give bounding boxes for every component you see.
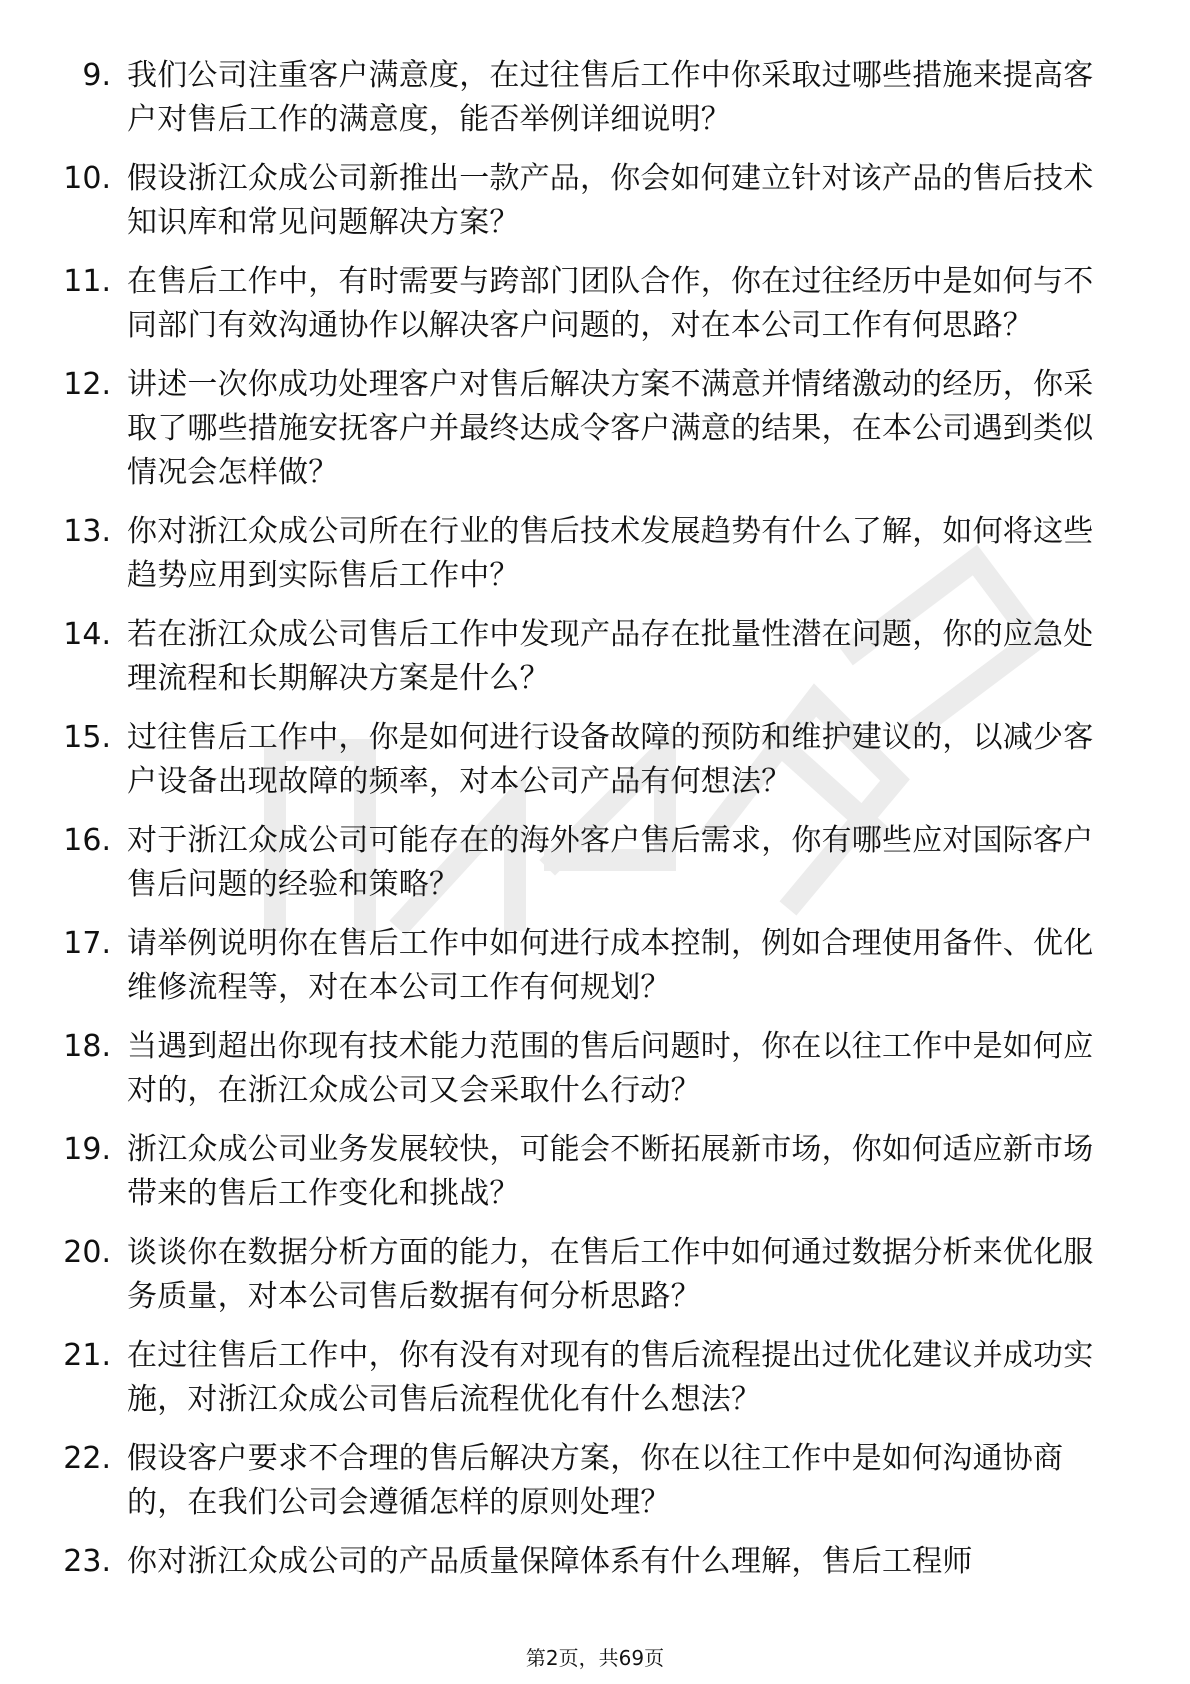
question-item: [55, 1334, 1115, 1422]
question-number: 15.: [63, 720, 111, 755]
question-number: 16.: [63, 823, 111, 858]
question-text: 在售后工作中，有时需要与跨部门团队合作，你在过往经历中是如何与不同部门有效沟通协作以解决客户问题的，对在本公司工作有何思路？: [127, 264, 1094, 343]
question-text: 假设客户要求不合理的售后解决方案，你在以往工作中是如何沟通协商的，在我们公司会遵循怎样的原则处理？: [127, 1441, 1064, 1520]
question-item: [55, 1437, 1115, 1525]
question-number: 22.: [63, 1441, 111, 1476]
question-list: [55, 54, 1115, 1599]
question-number: 11.: [63, 264, 111, 299]
question-text: 讲述一次你成功处理客户对售后解决方案不满意并情绪激动的经历，你采取了哪些措施安抚客户并最终达成令客户满意的结果，在本公司遇到类似情况会怎样做？: [127, 367, 1094, 490]
question-item: [55, 1231, 1115, 1319]
question-text: 请举例说明你在售后工作中如何进行成本控制，例如合理使用备件、优化维修流程等，对在本公司工作有何规划？: [127, 926, 1094, 1005]
question-number: 17.: [63, 926, 111, 961]
question-text: 在过往售后工作中，你有没有对现有的售后流程提出过优化建议并成功实施，对浙江众成公司售后流程优化有什么想法？: [127, 1338, 1094, 1417]
question-item: [55, 1540, 1115, 1584]
question-item: [55, 819, 1115, 907]
question-text: 若在浙江众成公司售后工作中发现产品存在批量性潜在问题，你的应急处理流程和长期解决方案是什么？: [127, 617, 1094, 696]
question-number: 12.: [63, 367, 111, 402]
question-number: 10.: [63, 161, 111, 196]
question-text: 你对浙江众成公司的产品质量保障体系有什么理解，售后工程师: [127, 1544, 973, 1579]
question-item: [55, 1128, 1115, 1216]
question-text: 我们公司注重客户满意度，在过往售后工作中你采取过哪些措施来提高客户对售后工作的满意度，能否举例详细说明？: [127, 58, 1094, 137]
question-text: 对于浙江众成公司可能存在的海外客户售后需求，你有哪些应对国际客户售后问题的经验和策略？: [127, 823, 1094, 902]
question-number: 13.: [63, 514, 111, 549]
question-number: 9.: [82, 58, 111, 93]
question-number: 23.: [63, 1544, 111, 1579]
question-item: [55, 716, 1115, 804]
question-number: 19.: [63, 1132, 111, 1167]
question-item: [55, 260, 1115, 348]
question-number: 21.: [63, 1338, 111, 1373]
question-text: 假设浙江众成公司新推出一款产品，你会如何建立针对该产品的售后技术知识库和常见问题解决方案？: [127, 161, 1094, 240]
question-text: 谈谈你在数据分析方面的能力，在售后工作中如何通过数据分析来优化服务质量，对本公司售后数据有何分析思路？: [127, 1235, 1094, 1314]
question-number: 20.: [63, 1235, 111, 1270]
question-number: 18.: [63, 1029, 111, 1064]
question-item: [55, 363, 1115, 495]
question-number: 14.: [63, 617, 111, 652]
question-text: 当遇到超出你现有技术能力范围的售后问题时，你在以往工作中是如何应对的，在浙江众成公司又会采取什么行动？: [127, 1029, 1094, 1108]
question-text: 浙江众成公司业务发展较快，可能会不断拓展新市场，你如何适应新市场带来的售后工作变化和挑战？: [127, 1132, 1094, 1211]
question-item: [55, 1025, 1115, 1113]
question-item: [55, 922, 1115, 1010]
question-text: 你对浙江众成公司所在行业的售后技术发展趋势有什么了解，如何将这些趋势应用到实际售后工作中？: [127, 514, 1094, 593]
question-item: [55, 613, 1115, 701]
question-text: 过往售后工作中，你是如何进行设备故障的预防和维护建议的，以减少客户设备出现故障的频率，对本公司产品有何想法？: [127, 720, 1094, 799]
question-item: [55, 157, 1115, 245]
question-item: [55, 54, 1115, 142]
question-item: [55, 510, 1115, 598]
page-footer: 第2页，共69页: [525, 1646, 665, 1670]
